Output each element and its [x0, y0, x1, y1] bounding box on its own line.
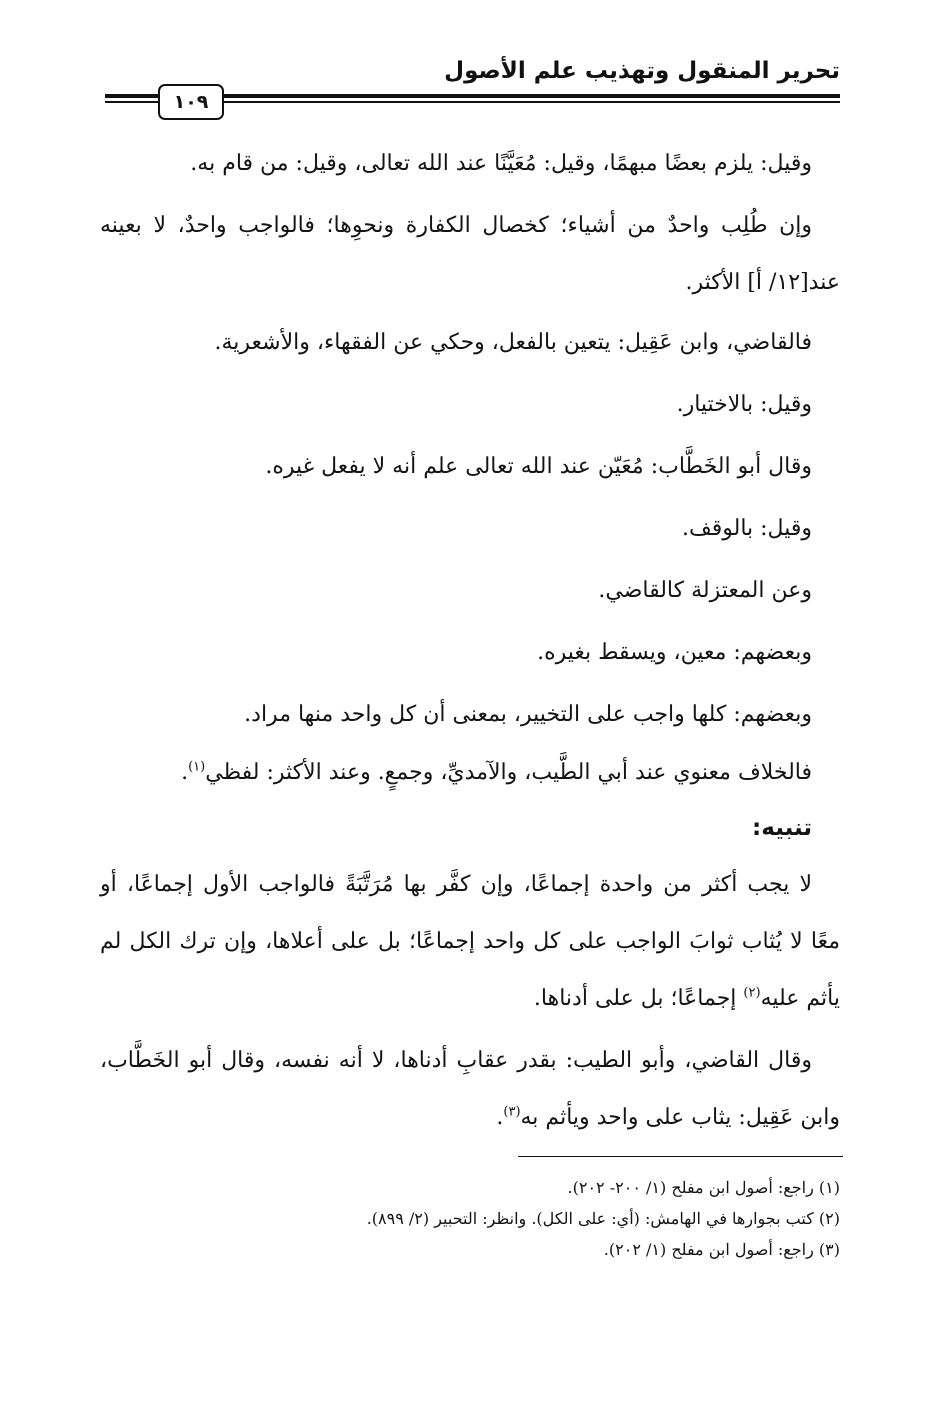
footnote-1: (١) راجع: أصول ابن مفلح (١/ ٢٠٠- ٢٠٢). [567, 1178, 840, 1197]
notice-para-1-line-3 [100, 983, 840, 1015]
footnote-separator [518, 1156, 843, 1157]
notice-para-1-line-1: لا يجب أكثر من واحدة إجماعًا، وإن كفَّر بها مُرَتَّبَةً فالواجب الأول إجماعًا، أو [100, 872, 812, 897]
footnote-ref-2: (٢) [743, 985, 761, 1001]
paragraph-6: وقيل: بالوقف. [681, 516, 812, 541]
paragraph-2-line-1: وإن طُلِب واحدٌ من أشياء؛ كخصال الكفارة ونحوِها؛ فالواجب واحدٌ، لا بعينه [100, 213, 812, 238]
footnote-ref-1: (١) [188, 759, 206, 775]
paragraph-5: وقال أبو الخَطَّاب: مُعَيّن عند الله تعالى علم أنه لا يفعل غيره. [265, 454, 812, 479]
footnote-ref-3: (٣) [503, 1104, 521, 1120]
paragraph-10-text: فالخلاف معنوي عند أبي الطَّيب، والآمديِّ، وجمعٍ. وعند الأكثر: لفظي [205, 760, 812, 785]
paragraph-10 [100, 757, 812, 789]
paragraph-3: فالقاضي، وابن عَقِيل: يتعين بالفعل، وحكي عن الفقهاء، والأشعرية. [214, 330, 812, 355]
paragraph-2-line-2: عند[١٢/ أ] الأكثر. [685, 270, 840, 295]
footnote-3: (٣) راجع: أصول ابن مفلح (١/ ٢٠٢). [603, 1240, 840, 1259]
paragraph-4: وقيل: بالاختيار. [676, 392, 812, 417]
paragraph-7: وعن المعتزلة كالقاضي. [598, 578, 812, 603]
paragraph-1: وقيل: يلزم بعضًا مبهمًا، وقيل: مُعَيَّنًا عند الله تعالى، وقيل: من قام به. [190, 151, 812, 176]
notice-para-1-line-3-b: إجماعًا؛ بل على أدناها. [533, 986, 744, 1011]
section-heading: تنبيه: [752, 815, 812, 841]
notice-para-1-line-3-a: يأثم عليه [760, 986, 840, 1011]
paragraph-10-end: . [181, 760, 189, 785]
paragraph-8: وبعضهم: معين، ويسقط بغيره. [537, 640, 812, 665]
main-text [100, 148, 840, 1134]
notice-para-2-line-1: وقال القاضي، وأبو الطيب: بقدر عقابِ أدناها، لا أنه نفسه، وقال أبو الخَطَّاب، [100, 1048, 812, 1073]
notice-para-2-line-2 [100, 1102, 840, 1134]
notice-para-1-line-2: معًا لا يُثاب ثوابَ الواجب على كل واحد إجماعًا؛ بل على أعلاها، وإن ترك الكل لم [100, 929, 840, 954]
notice-para-2-line-2-a: وابن عَقِيل: يثاب على واحد ويأثم به [520, 1105, 840, 1130]
footnote-2: (٢) كتب بجوارها في الهامش: (أي: على الكل). وانظر: التحبير (٢/ ٨٩٩). [366, 1209, 840, 1228]
notice-para-2-line-2-end: . [496, 1105, 504, 1130]
running-header-title: تحرير المنقول وتهذيب علم الأصول [444, 58, 840, 84]
page-number-box: ١٠٩ [158, 84, 224, 120]
footnotes [120, 1172, 840, 1265]
paragraph-9: وبعضهم: كلها واجب على التخيير، بمعنى أن كل واحد منها مراد. [244, 702, 812, 727]
